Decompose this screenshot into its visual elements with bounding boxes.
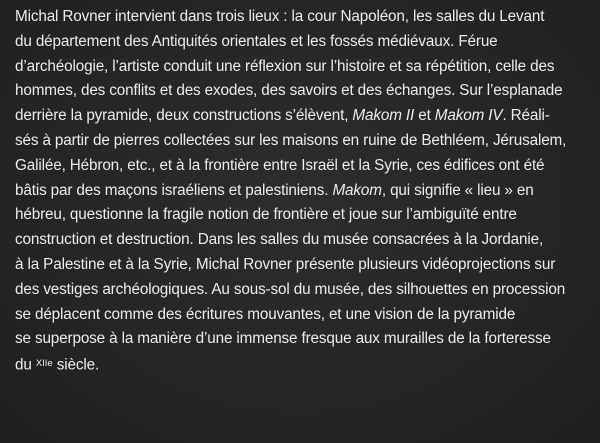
text-span: . Réali- xyxy=(502,107,550,125)
text-line-2 xyxy=(15,30,597,55)
text-span: derrière la pyramide, deux constructions s’élèvent, xyxy=(15,107,353,125)
text-line-1 xyxy=(15,5,597,30)
text-span: , qui signifie « lieu » en xyxy=(381,181,534,199)
artwork-title-makom: Makom xyxy=(332,181,382,199)
text-line-8 xyxy=(15,179,597,204)
text-span: bâtis par des maçons israéliens et palestiniens. xyxy=(15,181,333,199)
text-span: se déplacent comme des écritures mouvantes, et une vision de la pyramide xyxy=(15,305,516,323)
text-line-7 xyxy=(15,154,597,179)
text-span: d’archéologie, l’artiste conduit une réflexion sur l’histoire et sa répétition, celle des xyxy=(15,57,555,75)
text-line-4 xyxy=(15,79,597,104)
text-span: du département des Antiquités orientales et les fossés médiévaux. Férue xyxy=(15,32,498,50)
text-span: des vestiges archéologiques. Au sous-sol du musée, des silhouettes en procession xyxy=(15,280,566,298)
text-line-13 xyxy=(15,303,597,328)
text-line-15 xyxy=(15,352,597,377)
text-line-12 xyxy=(15,278,597,303)
century-numeral: XII xyxy=(35,358,48,370)
text-line-11 xyxy=(15,253,597,278)
text-span: à la Palestine et à la Syrie, Michal Rovner présente plusieurs vidéoprojections sur xyxy=(15,255,556,273)
text-span: construction et destruction. Dans les salles du musée consacrées à la Jordanie, xyxy=(15,231,544,249)
artwork-title-makom-iv: Makom IV xyxy=(434,107,503,125)
text-span: Galilée, Hébron, etc., et à la frontière entre Israël et la Syrie, ces édifices ont été xyxy=(15,156,545,174)
text-span: du xyxy=(15,356,36,374)
text-line-5 xyxy=(15,104,597,129)
text-span: siècle. xyxy=(52,356,100,374)
text-span: et xyxy=(414,107,435,125)
text-line-14 xyxy=(15,327,597,352)
text-line-9 xyxy=(15,203,597,228)
artwork-title-makom-ii: Makom II xyxy=(352,107,415,125)
text-span: hommes, des conflits et des exodes, des savoirs et des échanges. Sur l’esplanade xyxy=(15,82,563,100)
text-span: se superpose à la manière d’une immense fresque aux murailles de la forteresse xyxy=(15,330,551,348)
text-span: sés à partir de pierres collectées sur les maisons en ruine de Bethléem, Jérusalem, xyxy=(15,131,567,149)
text-span: Michal Rovner intervient dans trois lieux : la cour Napoléon, les salles du Levant xyxy=(15,8,545,25)
text-span: hébreu, questionne la fragile notion de frontière et joue sur l’ambiguïté entre xyxy=(15,206,517,224)
text-line-6 xyxy=(15,129,597,154)
text-line-10 xyxy=(15,228,597,253)
text-line-3 xyxy=(15,55,597,80)
ordinal-suffix: e xyxy=(47,358,53,370)
exhibition-description xyxy=(15,5,597,377)
